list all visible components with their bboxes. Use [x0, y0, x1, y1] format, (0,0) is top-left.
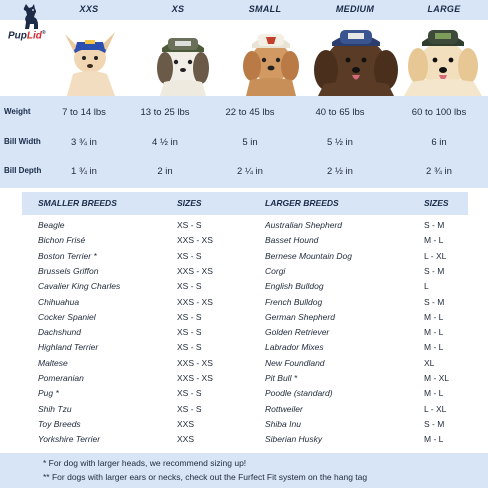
smaller-breed-name: Cocker Spaniel — [38, 311, 96, 322]
smaller-breed-name: Brussels Griffon — [38, 265, 99, 276]
smaller-breed-size: XXS - XS — [177, 235, 213, 246]
larger-breed-size: L — [424, 281, 429, 292]
brand-name: PupLid® — [8, 30, 46, 42]
smaller-breed-name: Bichon Frisé — [38, 235, 86, 246]
smaller-breed-size: XXS — [177, 418, 195, 429]
breed-size-table — [22, 192, 468, 452]
larger-breed-name: French Bulldog — [265, 296, 323, 307]
smaller-breed-name: Pomeranian — [38, 373, 84, 383]
larger-breed-name: English Bulldog — [265, 281, 324, 292]
larger-breed-name: New Foundland — [265, 357, 325, 368]
spec-label-bill-width: Bill Width — [4, 137, 41, 146]
larger-breed-name: Poodle (standard) — [265, 388, 333, 399]
spec-bill-width-xxs: 3 ¾ in — [71, 137, 97, 148]
larger-breed-size: S - M — [424, 220, 445, 230]
smaller-breed-name: Toy Breeds — [38, 418, 81, 429]
larger-breed-size: M - L — [424, 327, 444, 338]
smaller-breed-size: XXS - XS — [177, 265, 213, 276]
larger-breed-size: S - M — [424, 265, 445, 276]
note-larger-ears: ** For dogs with larger ears or necks, check out the Furfect Fit system on the hang tag — [43, 472, 368, 482]
smaller-breed-size: XS - S — [177, 220, 202, 230]
larger-breed-name: Australian Shepherd — [265, 220, 343, 230]
smaller-breed-size: XS - S — [177, 342, 202, 353]
spec-bill-depth-medium: 2 ½ in — [327, 166, 353, 177]
larger-breed-size: M - L — [424, 434, 444, 445]
smaller-breed-name: Pug * — [38, 388, 59, 399]
smaller-breed-name: Shih Tzu — [38, 403, 72, 414]
spec-weight-medium: 40 to 65 lbs — [315, 107, 365, 118]
note-larger-heads: * For dog with larger heads, we recommend sizing up! — [43, 458, 247, 468]
spec-bill-depth-xs: 2 in — [157, 166, 173, 177]
larger-breed-name: German Shepherd — [265, 311, 335, 322]
spec-bill-depth-large: 2 ¾ in — [426, 166, 452, 177]
spec-label-weight: Weight — [4, 107, 31, 116]
smaller-breed-name: Maltese — [38, 357, 68, 368]
larger-breed-size: S - M — [424, 296, 445, 307]
dog-photo-xxs — [55, 20, 125, 96]
larger-breed-name: Golden Retriever — [265, 327, 330, 338]
dog-photo-medium — [308, 20, 404, 96]
larger-breed-name: Bernese Mountain Dog — [265, 250, 352, 261]
dog-photo-large — [398, 20, 488, 96]
smaller-breed-name: Boston Terrier * — [38, 250, 97, 261]
dog-photo-xs — [148, 20, 218, 96]
larger-breed-size: M - L — [424, 342, 444, 353]
smaller-breed-size: XS - S — [177, 311, 202, 322]
size-heading-xs: XS — [171, 4, 185, 14]
smaller-breed-size: XXS - XS — [177, 296, 213, 307]
size-heading-xxs: XXS — [79, 4, 99, 14]
smaller-breed-size: XS - S — [177, 327, 202, 338]
smaller-breed-name: Highland Terrier — [38, 342, 99, 353]
spec-weight-large: 60 to 100 lbs — [411, 107, 467, 118]
smaller-breed-size: XXS - XS — [177, 373, 213, 383]
larger-breed-name: Basset Hound — [265, 235, 319, 246]
smaller-breed-name: Yorkshire Terrier — [38, 434, 101, 445]
larger-breed-name: Shiba Inu — [265, 418, 301, 429]
spec-weight-xs: 13 to 25 lbs — [140, 107, 190, 118]
spec-bill-width-large: 6 in — [431, 137, 447, 148]
smaller-breed-size: XS - S — [177, 403, 202, 414]
larger-breed-size: M - L — [424, 311, 444, 322]
larger-breed-size: M - L — [424, 388, 444, 399]
smaller-sizes-heading: SIZES — [177, 198, 202, 208]
smaller-breeds-heading: SMALLER BREEDS — [38, 198, 117, 208]
spec-bill-width-small: 5 in — [242, 137, 258, 148]
larger-breed-size: XL — [424, 357, 435, 368]
larger-breed-name: Pit Bull * — [265, 373, 298, 383]
larger-breed-size: L - XL — [424, 403, 447, 414]
larger-breed-name: Corgi — [265, 265, 286, 276]
larger-breed-name: Rottweiler — [265, 403, 303, 414]
breed-table-header — [22, 192, 468, 215]
smaller-breed-size: XXS - XS — [177, 357, 213, 368]
size-heading-medium: MEDIUM — [335, 4, 375, 14]
larger-sizes-heading: SIZES — [424, 198, 449, 208]
smaller-breed-name: Chihuahua — [38, 296, 80, 307]
smaller-breed-size: XS - S — [177, 388, 202, 399]
smaller-breed-name: Dachshund — [38, 327, 82, 338]
smaller-breed-size: XS - S — [177, 281, 202, 292]
smaller-breed-size: XS - S — [177, 250, 202, 261]
larger-breed-name: Labrador Mixes — [265, 342, 324, 353]
larger-breed-size: M - XL — [424, 373, 450, 383]
spec-bill-width-xs: 4 ½ in — [152, 137, 178, 148]
smaller-breed-name: Cavalier King Charles — [38, 281, 121, 292]
larger-breed-name: Siberian Husky — [265, 434, 323, 445]
spec-label-bill-depth: Bill Depth — [4, 166, 42, 175]
size-heading-small: SMALL — [248, 4, 282, 14]
larger-breed-size: S - M — [424, 418, 445, 429]
dog-photo-row — [0, 20, 488, 96]
spec-bill-depth-xxs: 1 ¾ in — [71, 166, 97, 177]
dog-photo-small — [236, 20, 306, 96]
spec-weight-small: 22 to 45 lbs — [225, 107, 275, 118]
larger-breed-size: M - L — [424, 235, 444, 246]
smaller-breed-name: Beagle — [38, 220, 65, 230]
larger-breed-size: L - XL — [424, 250, 447, 261]
smaller-breed-size: XXS — [177, 434, 195, 445]
spec-weight-xxs: 7 to 14 lbs — [62, 107, 106, 118]
spec-bill-depth-small: 2 ¼ in — [237, 166, 263, 177]
spec-bill-width-medium: 5 ½ in — [327, 137, 353, 148]
size-heading-large: LARGE — [427, 4, 461, 14]
larger-breeds-heading: LARGER BREEDS — [265, 198, 339, 208]
